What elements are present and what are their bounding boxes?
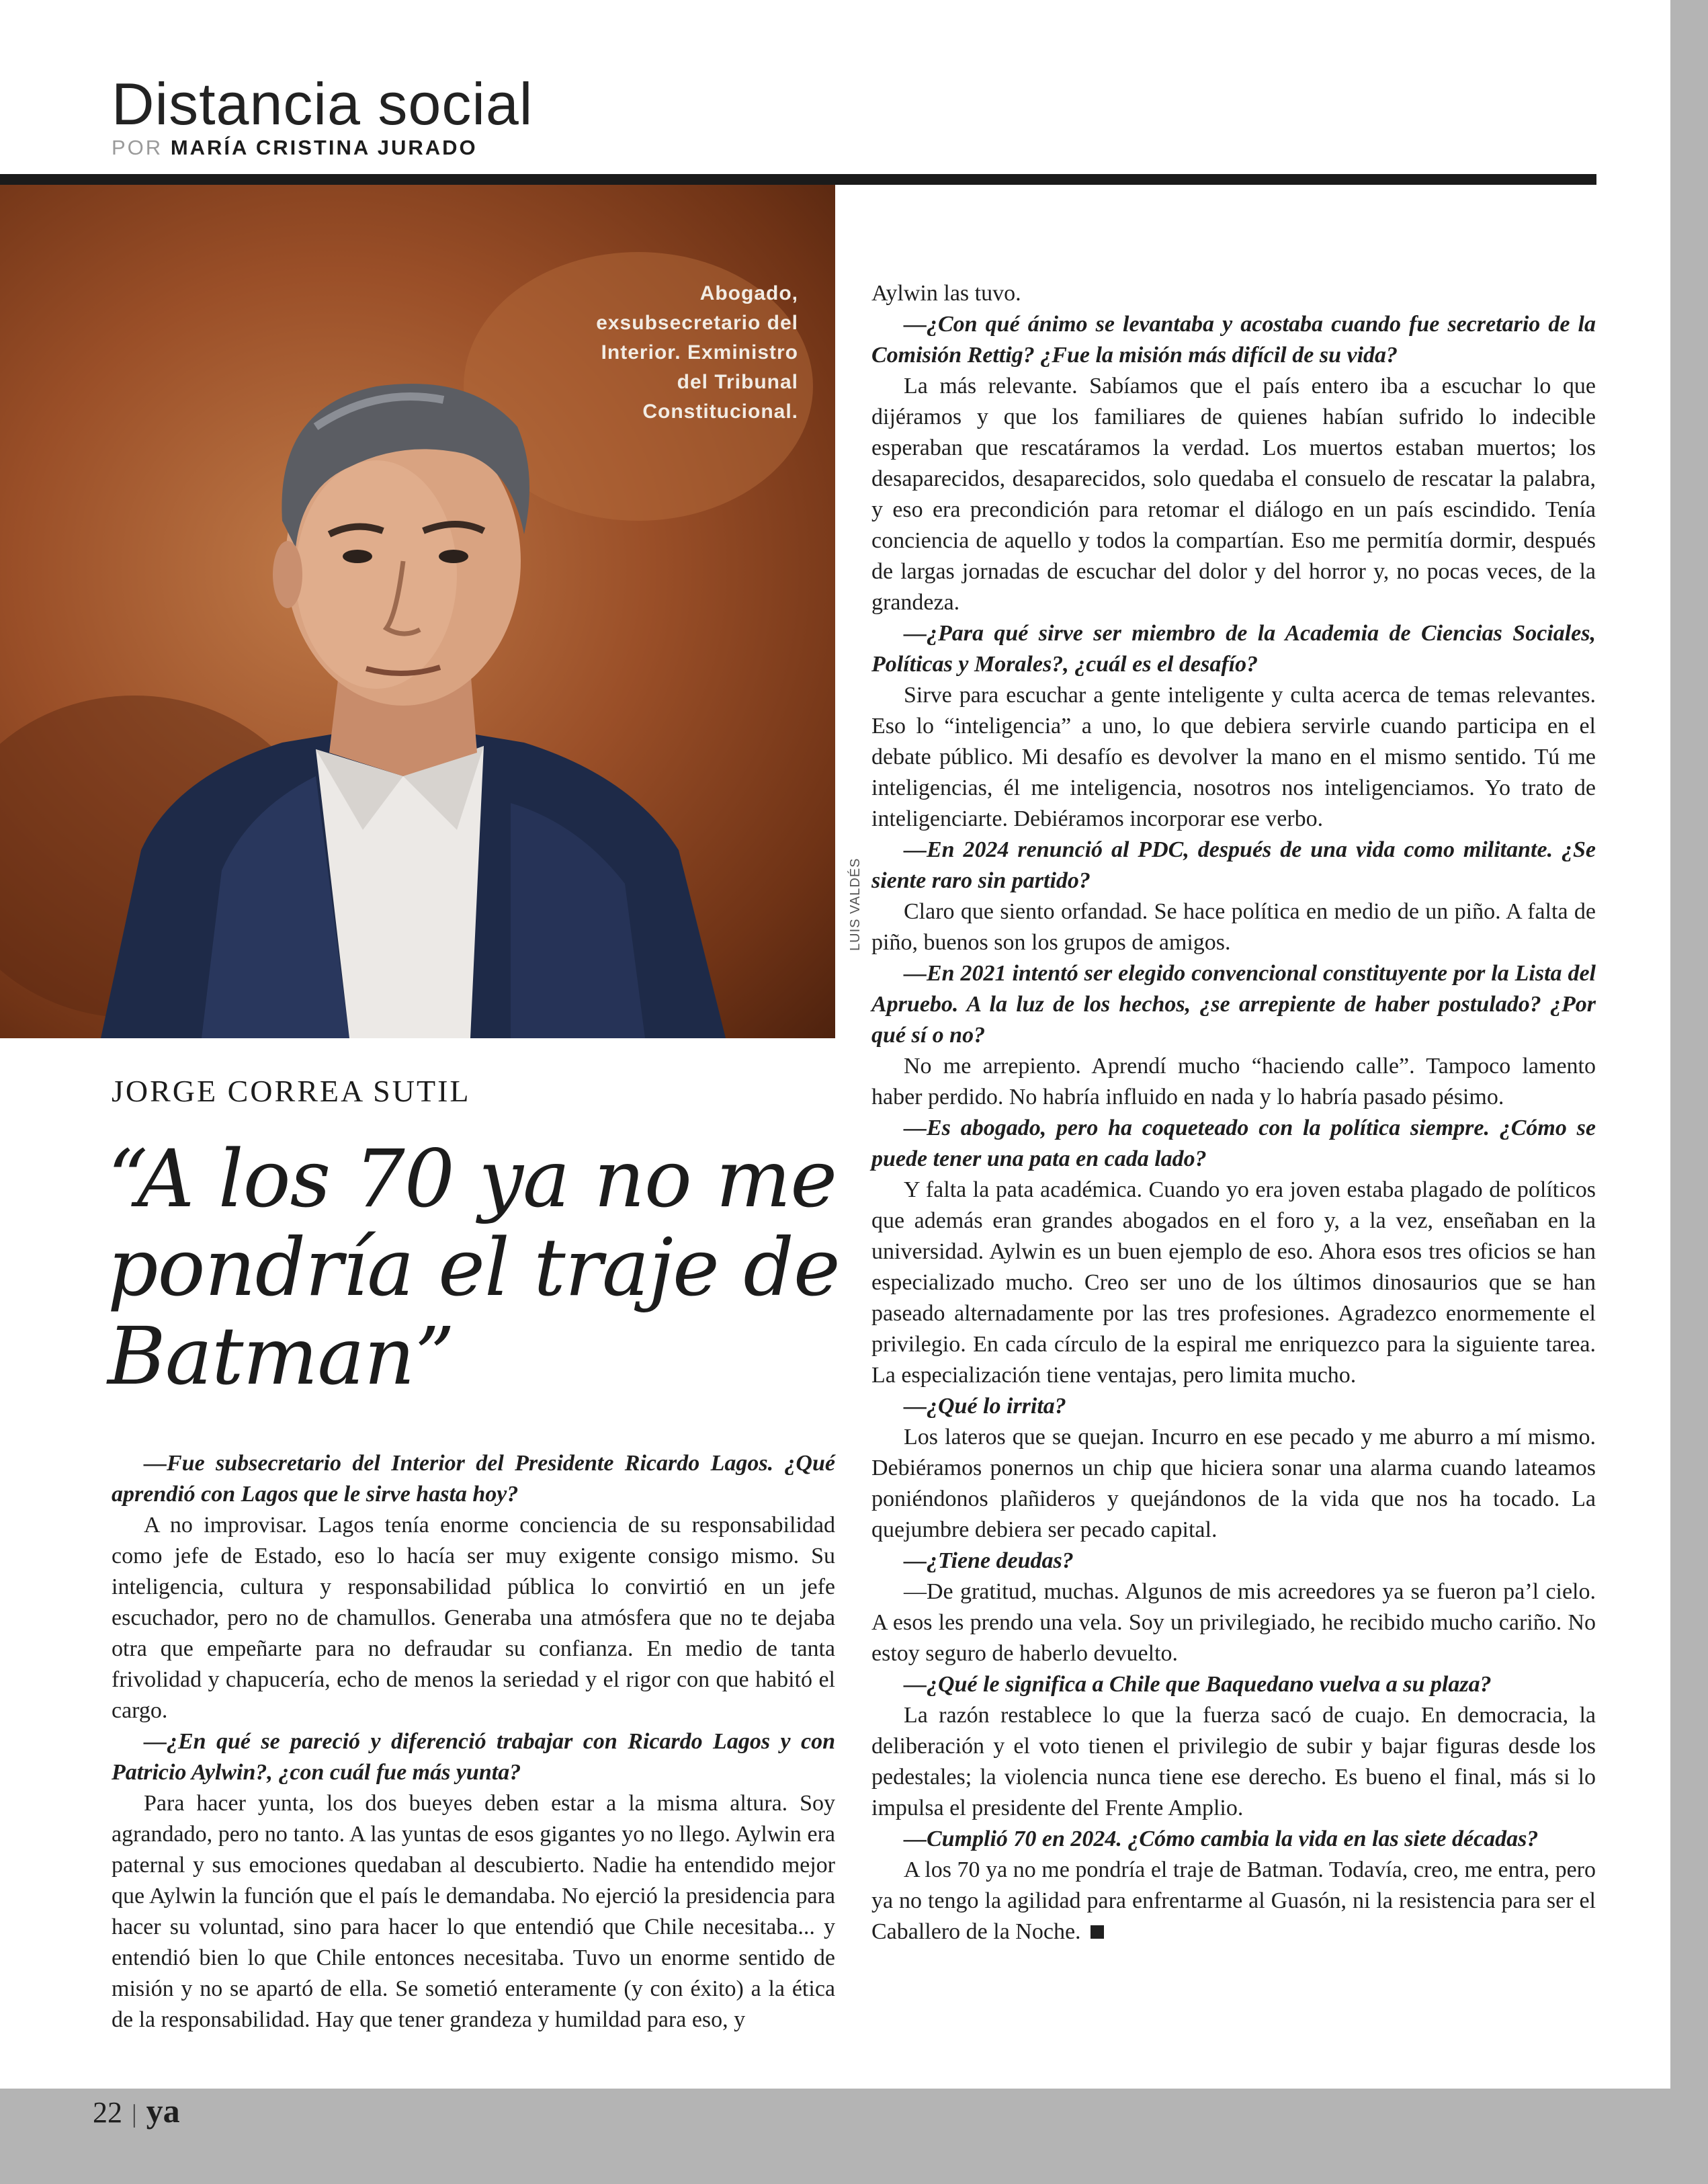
byline-prefix: POR bbox=[112, 136, 163, 159]
page-footer bbox=[93, 2091, 180, 2130]
header-rule bbox=[0, 174, 1596, 185]
footer-separator: | bbox=[132, 2100, 137, 2128]
page-number: 22 bbox=[93, 2096, 122, 2129]
interview-answer: Sirve para escuchar a gente inteligente y culta acerca de temas relevantes. Eso lo “inteligencia” a uno, lo que debiera servirle cuando participa en el debate público. Mi desafío es devolver la mano en el mismo sentido. Tú me inteligencias, él me inteligencia, nosotros nos inteligenciamos. Yo trato de inteligenciarte. Debiéramos incorporar ese verbo. bbox=[871, 683, 1596, 831]
interview-question: —En 2021 intentó ser elegido convencional constituyente por la Lista del Apruebo. A la luz de los hechos, ¿se arrepiente de haber postulado? ¿Por qué sí o no? bbox=[871, 961, 1596, 1048]
interview-answer: Claro que siento orfandad. Se hace política en medio de un piño. A falta de piño, buenos son los grupos de amigos. bbox=[871, 899, 1596, 955]
interview-answer: La razón restablece lo que la fuerza sacó de cuajo. En democracia, la deliberación y el voto tienen el privilegio de subir y bajar figuras desde los pedestales; la violencia nunca tiene ese derecho. Es bueno el final, más si lo impulsa el presidente del Frente Amplio. bbox=[871, 1703, 1596, 1820]
interview-answer: Para hacer yunta, los dos bueyes deben estar a la misma altura. Soy agrandado, pero no tanto. A las yuntas de esos gigantes yo no llego. Aylwin era paternal y sus emociones quedaban al descubierto. Nadie ha entendido mejor que Aylwin la función que el país le demandaba. No ejerció la presidencia para hacer su voluntad, sino para hacer lo que entendió que Chile necesitaba... y entendió bien lo que Chile entonces necesitaba. Tuvo un enorme sentido de misión y no se apartó de ella. Se sometió enteramente (y con éxito) a la ética de la responsabilidad. Hay que tener grandeza y humildad para eso, y bbox=[112, 1791, 835, 2032]
magazine-logo: ya bbox=[146, 2092, 180, 2130]
interview-question: —Cumplió 70 en 2024. ¿Cómo cambia la vida en las siete décadas? bbox=[904, 1826, 1539, 1851]
photo-caption: Abogado, exsubsecretario del Interior. Exministro del Tribunal Constitucional. bbox=[596, 282, 798, 423]
byline bbox=[112, 136, 478, 160]
interview-answer: La más relevante. Sabíamos que el país entero iba a escuchar lo que dijéramos y que los familiares de quienes habían sufrido lo indecible esperaban que rescatáramos la verdad. Los muertos estaban muertos; los desaparecidos, desaparecidos, solo quedaba el consuelo de rescatar la palabra, y eso era precondición para retomar el diálogo en un país escindido. Tenía conciencia de aquello y todos la compartían. Eso me permitía dormir, después de largas jornadas de escuchar del dolor y del horror y, no pocas veces, de la grandeza. bbox=[871, 374, 1596, 615]
portrait-photo bbox=[0, 185, 835, 1038]
interview-answer: A no improvisar. Lagos tenía enorme conciencia de su responsabilidad como jefe de Estado, eso lo hacía ser muy exigente consigo mismo. Su inteligencia, cultura y responsabilidad pública lo convirtió en un jefe escuchador, pero no de chamullos. Generaba una atmósfera que no te dejaba otra que empeñarte para no defraudar su confianza. En medio de tanta frivolidad y chapucería, echo de menos la seriedad y el rigor con que habitó el cargo. bbox=[112, 1513, 835, 1723]
final-answer bbox=[871, 1855, 1596, 1947]
interview-question: —¿Tiene deudas? bbox=[904, 1548, 1074, 1573]
interview-question: —Es abogado, pero ha coqueteado con la política siempre. ¿Cómo se puede tener una pata en cada lado? bbox=[871, 1116, 1596, 1171]
interview-question: —¿En qué se pareció y diferenció trabajar con Ricardo Lagos y con Patricio Aylwin?, ¿con cuál fue más yunta? bbox=[112, 1729, 835, 1785]
interview-answer: No me arrepiento. Aprendí mucho “haciendo calle”. Tampoco lamento haber perdido. No habría influido en nada y lo habría pasado pésimo. bbox=[871, 1054, 1596, 1109]
interview-question: —¿Para qué sirve ser miembro de la Academia de Ciencias Sociales, Políticas y Morales?, ¿cuál es el desafío? bbox=[871, 621, 1596, 677]
byline-author: MARÍA CRISTINA JURADO bbox=[170, 136, 478, 159]
interview-question: —¿Qué le significa a Chile que Baquedano vuelva a su plaza? bbox=[904, 1672, 1492, 1697]
answer-continuation: Aylwin las tuvo. bbox=[871, 281, 1021, 306]
final-answer-text: A los 70 ya no me pondría el traje de Batman. Todavía, creo, me entra, pero ya no tengo la agilidad para enfrentarme al Guasón, ni la resistencia para ser el Caballero de la Noche. bbox=[871, 1857, 1596, 1944]
interview-question: —¿Con qué ánimo se levantaba y acostaba cuando fue secretario de la Comisión Rettig? ¿Fue la misión más difícil de su vida? bbox=[871, 312, 1596, 368]
interviewee-name: JORGE CORREA SUTIL bbox=[112, 1074, 471, 1108]
photo-credit: LUIS VALDÉS bbox=[848, 857, 863, 951]
article-column-right bbox=[871, 278, 1596, 1947]
section-title: Distancia social bbox=[112, 71, 533, 137]
interview-answer: Los lateros que se quejan. Incurro en ese pecado y me aburro a mí mismo. Debiéramos ponernos un chip que hiciera sonar una alarma cuando lateamos poniéndonos plañideros y quejándonos de la vida que nos ha tocado. La quejumbre debiera ser pecado capital. bbox=[871, 1425, 1596, 1542]
interview-answer: Y falta la pata académica. Cuando yo era joven estaba plagado de políticos que además eran grandes abogados en el foro y, a la vez, enseñaban en la universidad. Aylwin es un buen ejemplo de eso. Ahora esos tres oficios se han especializado mucho. Creo ser uno de los últimos dinosaurios que se han paseado alternadamente por las tres profesiones. Agradezco enormemente el privilegio. En cada círculo de la espiral me enriquezco para la siguiente tarea. La especialización tiene ventajas, pero limita mucho. bbox=[871, 1177, 1596, 1388]
interview-question: —En 2024 renunció al PDC, después de una vida como militante. ¿Se siente raro sin partido? bbox=[871, 837, 1596, 893]
interview-answer: —De gratitud, muchas. Algunos de mis acreedores ya se fueron pa’l cielo. A esos les prendo una vela. Soy un privilegiado, he recibido mucho cariño. No estoy seguro de haberlo devuelto. bbox=[871, 1579, 1596, 1666]
interview-question: —¿Qué lo irrita? bbox=[904, 1394, 1066, 1419]
interview-question: —Fue subsecretario del Interior del Presidente Ricardo Lagos. ¿Qué aprendió con Lagos que le sirve hasta hoy? bbox=[112, 1451, 835, 1507]
headline: “A los 70 ya no me pondría el traje de Batman” bbox=[108, 1132, 840, 1402]
end-mark-icon bbox=[1091, 1925, 1104, 1939]
article-column-left bbox=[112, 1448, 835, 2035]
